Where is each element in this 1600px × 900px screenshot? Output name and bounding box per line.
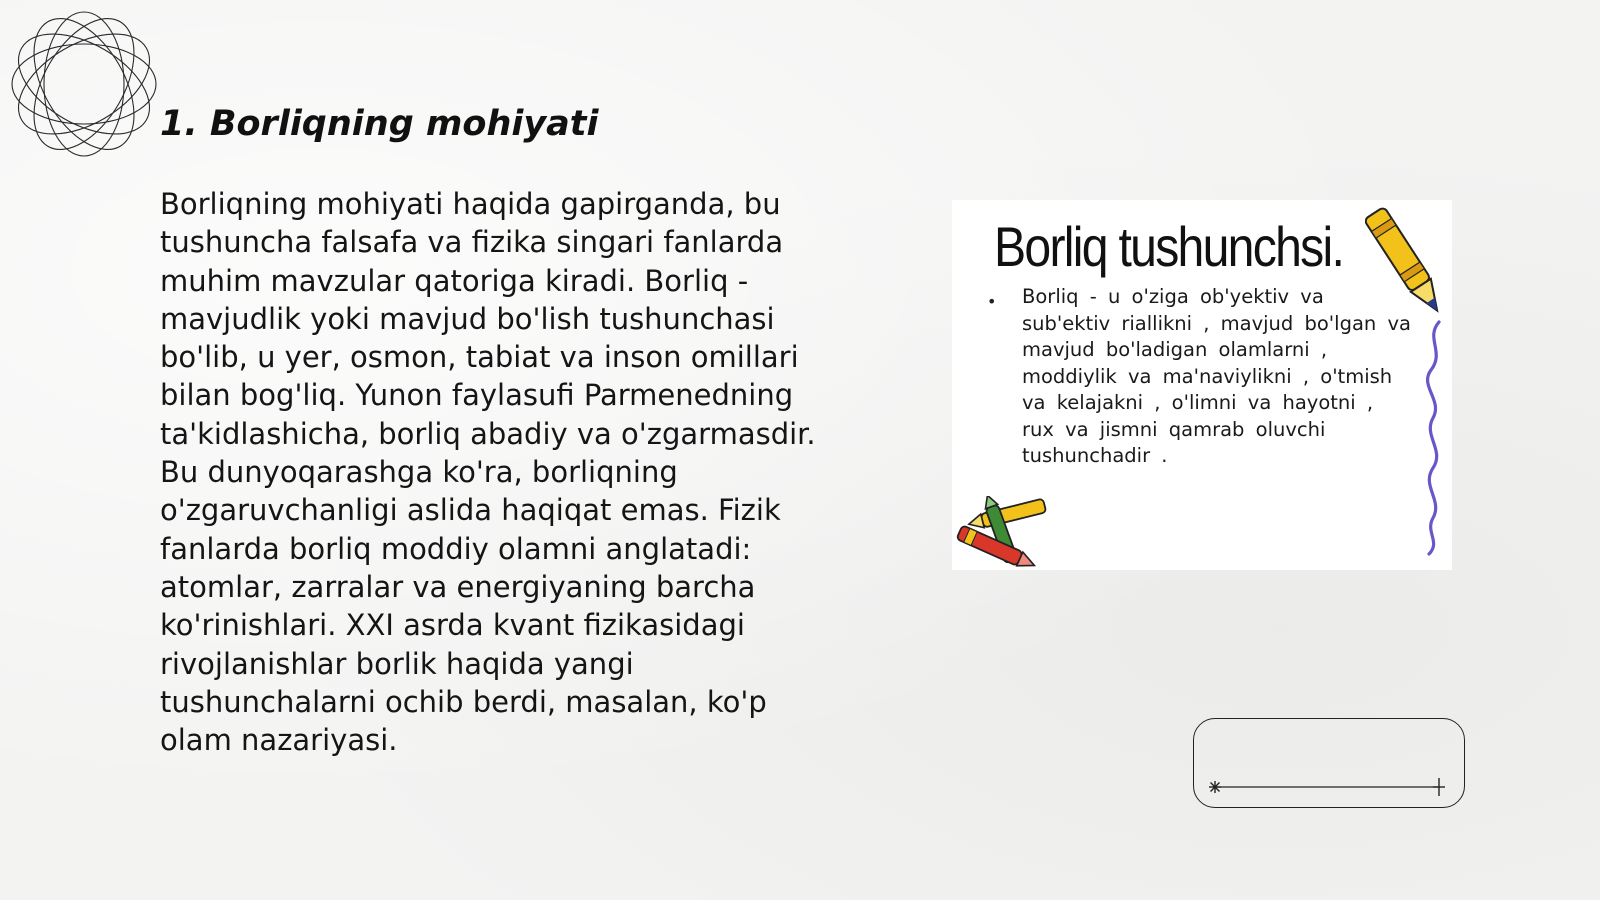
yellow-crayon-icon	[1365, 196, 1445, 326]
purple-squiggle-icon	[1415, 318, 1455, 558]
orbit-rings-icon	[10, 10, 158, 158]
bullet-icon: •	[987, 292, 997, 311]
body-paragraph: Borliqning mohiyati haqida gapirganda, bu tushuncha falsafa va fizika singari fanlarda muhim mavzular qatoriga kiradi. Borliq - mavjudlik yoki mavjud bo'lish tushunchasi bo'lib, u yer, osmon, tabiat va inson omillari bilan bog'liq. Yunon faylasufi Parmenedning ta'kidlashicha, borliq abadiy va o'zgarmasdir. Bu dunyoqarashga ko'ra, borliqning o'zgaruvchanligi aslida haqiqat emas. Fizik fanlarda borliq moddiy olamni anglatadi: atomlar, zarralar va energiyaning barcha ko'rinishlari. XXI asrda kvant fizikasidagi rivojlanishlar borlik haqida yangi tushunchalarni ochib berdi, masalan, ko'p olam nazariyasi.	[160, 187, 816, 758]
card-title: Borliq tushunchsi.	[994, 215, 1344, 278]
crayons-bundle-icon	[946, 496, 1054, 574]
card-definition-text: Borliq - u o'ziga ob'yektiv va sub'ektiv riallikni , mavjud bo'lgan va mavjud bo'ladigan olamlarni , moddiylik va ma'naviylikni , o'tmish va kelajakni , o'limni va hayotni , rux va jismni qamrab oluvchi tushunchadir .	[1022, 285, 1411, 467]
slide-title: 1. Borliqning mohiyati	[160, 104, 599, 144]
frame-line-decoration	[1193, 718, 1465, 808]
